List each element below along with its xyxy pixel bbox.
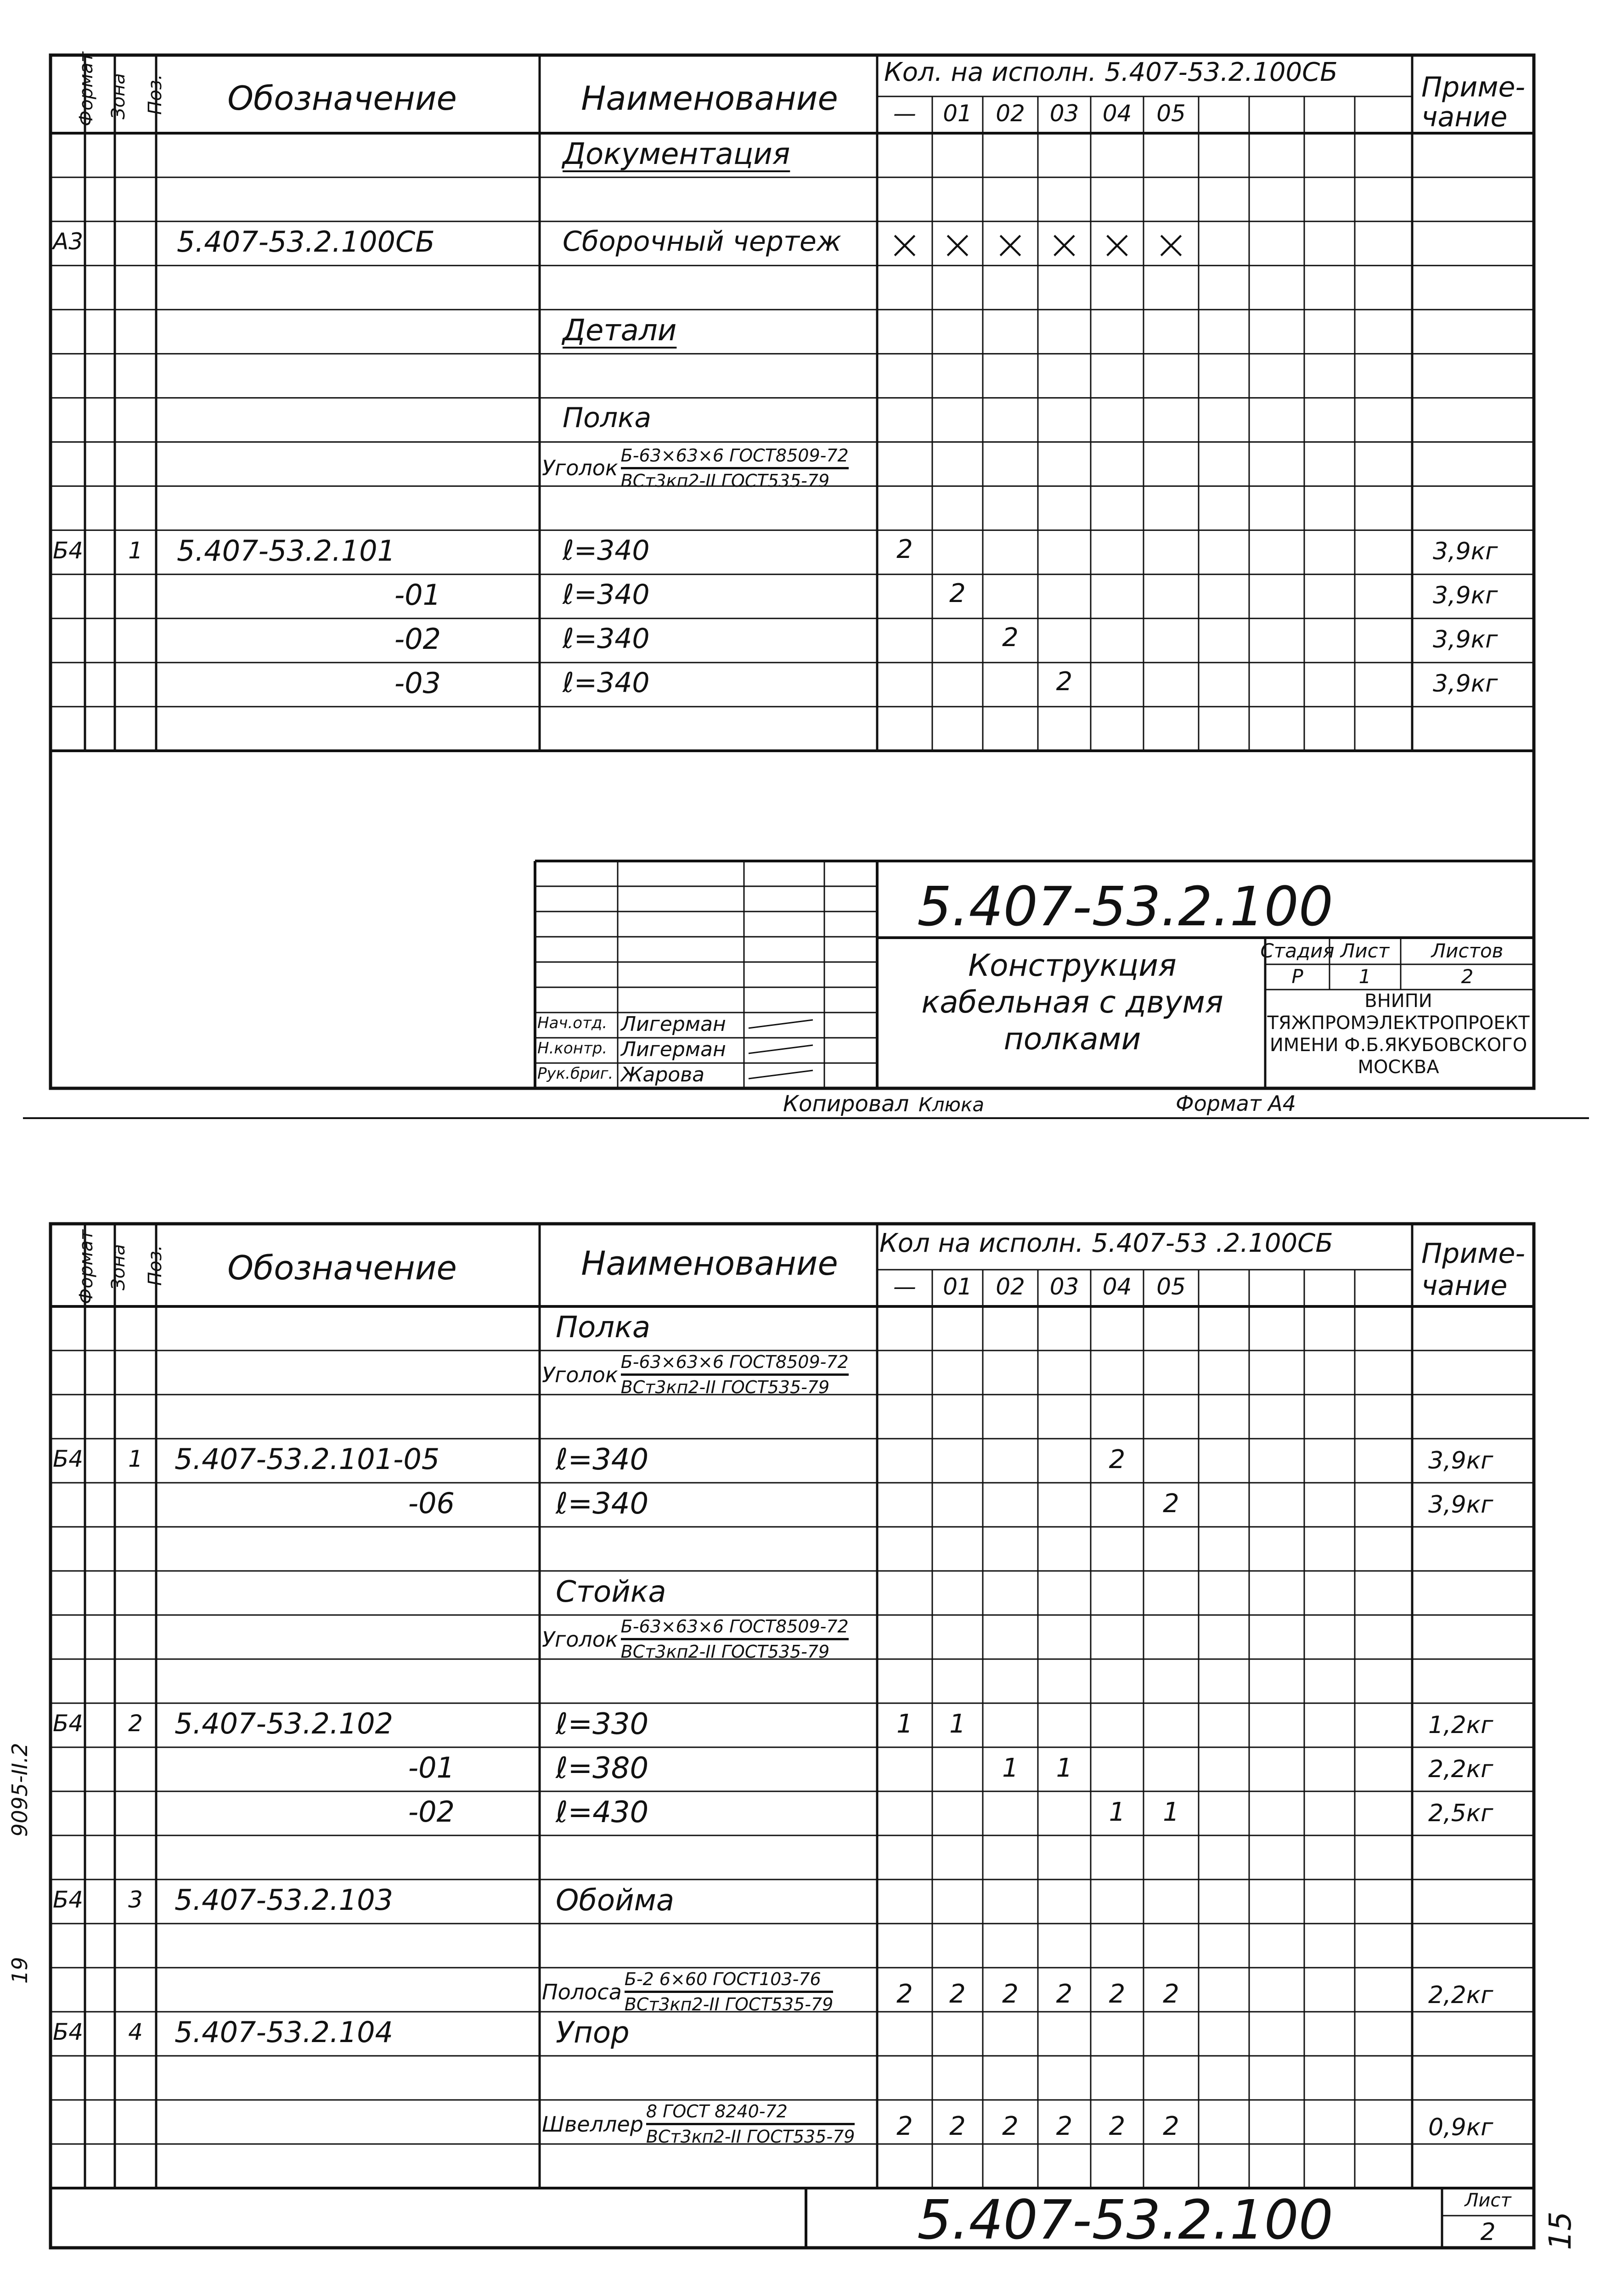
header-note-1: Приме- (1421, 1238, 1526, 1270)
profile-prefix: Швеллер (542, 2111, 643, 2137)
stage-value: Р (1291, 965, 1303, 988)
header-designation: Обозначение (227, 79, 457, 118)
row-format: Б4 (53, 2019, 84, 2045)
header-format: Формат (76, 1229, 97, 1304)
row-note: 0,9кг (1428, 2114, 1493, 2141)
row-designation: 5.407-53.2.101-05 (175, 1442, 440, 1476)
profile-prefix: Уголок (542, 1626, 618, 1652)
row-name: ℓ=340 (556, 1443, 649, 1477)
org-line-3: МОСКВА (1358, 1057, 1439, 1078)
profile-denominator: ВСт3кп2-II ГОСТ535-79 (646, 2127, 855, 2147)
row-qty: × (940, 220, 975, 269)
title-block-code: 5.407-53.2.100 (917, 875, 1333, 938)
header-zone: Зона (108, 1244, 129, 1290)
format-label: Формат А4 (1176, 1091, 1296, 1116)
stage-label: Стадия (1260, 940, 1335, 962)
row-designation: -03 (394, 666, 441, 700)
row-designation: 5.407-53.2.104 (175, 2015, 393, 2049)
angle-profile-post (542, 1618, 849, 1660)
row-format: Б4 (53, 537, 84, 564)
sheets-label: Листов (1431, 940, 1504, 962)
row-qty: 1 (1056, 1753, 1073, 1783)
row-qty: × (993, 220, 1028, 269)
row-qty: × (887, 220, 922, 269)
header-name: Наименование (581, 1244, 838, 1283)
bottom-sheet-label: Лист (1465, 2190, 1511, 2211)
profile-numerator: Б-63×63×6 ГОСТ8509-72 (620, 445, 849, 466)
row-qty: 2 (896, 1979, 913, 2009)
row-qty: 2 (1109, 1979, 1126, 2009)
row-note: 1,2кг (1428, 1711, 1493, 1739)
signature-scribble (749, 1045, 813, 1053)
row-designation: -01 (394, 578, 441, 612)
header-pos: Поз. (145, 1245, 166, 1286)
row-name: Упор (556, 2016, 630, 2050)
row-qty: × (1099, 220, 1135, 269)
profile-denominator: ВСт3кп2-II ГОСТ535-79 (620, 1377, 830, 1397)
profile-numerator: Б-63×63×6 ГОСТ8509-72 (620, 1352, 849, 1372)
header-variant-4: 04 (1102, 100, 1132, 127)
row-qty: 2 (949, 2111, 966, 2141)
row-name: Сборочный чертеж (563, 225, 841, 258)
sheets-value: 2 (1461, 965, 1474, 988)
row-name: ℓ=340 (563, 534, 650, 567)
row-qty: 2 (949, 1979, 966, 2009)
row-qty: 2 (896, 2111, 913, 2141)
row-name: ℓ=330 (556, 1707, 649, 1741)
header-note-2: чание (1421, 101, 1508, 133)
profile-numerator: 8 ГОСТ 8240-72 (646, 2101, 788, 2122)
row-name: ℓ=380 (556, 1751, 649, 1785)
header-designation: Обозначение (227, 1249, 457, 1287)
row-note: 3,9кг (1433, 625, 1498, 653)
row-qty: 2 (1056, 1979, 1073, 2009)
row-qty: 2 (1002, 1979, 1019, 2009)
header-pos: Поз. (145, 74, 166, 115)
header-variant-2: 02 (996, 1273, 1025, 1300)
row-qty: 2 (1163, 2111, 1179, 2141)
row-qty: × (1154, 220, 1189, 269)
header-name: Наименование (581, 79, 838, 118)
row-qty: 1 (1109, 1797, 1126, 1827)
signature-role: Рук.бриг. (537, 1064, 614, 1083)
bottom-sheet-number: 2 (1480, 2218, 1496, 2246)
row-format: Б4 (53, 1710, 84, 1737)
row-qty: 2 (1163, 1979, 1179, 2009)
sheet-label: Лист (1340, 940, 1390, 962)
row-designation: -01 (408, 1751, 455, 1784)
signature-role: Н.контр. (537, 1039, 608, 1058)
header-variant-3: 03 (1049, 1273, 1079, 1300)
row-qty: 2 (1163, 1489, 1179, 1519)
row-format: Б4 (53, 1446, 84, 1472)
row-name: Полка (556, 1311, 651, 1345)
row-name: ℓ=340 (563, 666, 650, 699)
row-note: 3,9кг (1428, 1491, 1493, 1519)
org-line-0: ВНИПИ (1364, 990, 1432, 1012)
profile-denominator: ВСт3кп2-II ГОСТ535-79 (624, 1994, 834, 2015)
profile-numerator: Б-2 6×60 ГОСТ103-76 (624, 1969, 821, 1989)
header-qty-title: Кол. на исполн. 5.407-53.2.100СБ (884, 57, 1338, 87)
row-designation: 5.407-53.2.101 (177, 534, 395, 568)
row-name: Обойма (556, 1884, 675, 1918)
row-format: Б4 (53, 1886, 84, 1913)
row-name: ℓ=340 (563, 578, 650, 611)
row-qty: 2 (1056, 666, 1073, 697)
header-variant-1: 01 (943, 1273, 972, 1300)
row-note: 3,9кг (1433, 581, 1498, 609)
profile-denominator: ВСт3кп2-II ГОСТ535-79 (620, 470, 830, 491)
org-line-1: ТЯЖПРОМЭЛЕКТРОПРОЕКТ (1267, 1013, 1530, 1034)
profile-denominator: ВСт3кп2-II ГОСТ535-79 (620, 1642, 830, 1662)
profile-prefix: Полоса (542, 1979, 622, 2004)
copied-signature: Клюка (918, 1093, 985, 1116)
row-position: 1 (128, 1446, 143, 1472)
row-qty: × (1047, 220, 1082, 269)
row-qty: 2 (1109, 2111, 1126, 2141)
title-line-1: кабельная с двумя (921, 985, 1223, 1020)
org-line-2: ИМЕНИ Ф.Б.ЯКУБОВСКОГО (1269, 1035, 1527, 1056)
row-note: 3,9кг (1433, 537, 1498, 565)
row-name: Детали (563, 314, 677, 348)
header-note-2: чание (1421, 1270, 1508, 1302)
signature-name: Лигерман (621, 1013, 726, 1036)
row-qty: 1 (1002, 1753, 1019, 1783)
margin-archive-sub: 19 (7, 1957, 32, 1984)
row-qty: 1 (896, 1709, 913, 1739)
profile-prefix: Уголок (542, 456, 618, 480)
row-designation: 5.407-53.2.103 (175, 1883, 393, 1917)
row-qty: 1 (949, 1709, 966, 1739)
signature-name: Лигерман (621, 1038, 726, 1061)
header-variant-3: 03 (1049, 100, 1079, 127)
row-position: 3 (128, 1886, 143, 1913)
row-name: ℓ=340 (563, 622, 650, 655)
bottom-title-code: 5.407-53.2.100 (917, 2188, 1333, 2251)
header-variant-0: — (893, 1273, 916, 1300)
row-note: 3,9кг (1433, 670, 1498, 698)
angle-profile-shelf (542, 1353, 849, 1396)
row-qty: 2 (1109, 1445, 1126, 1474)
header-variant-4: 04 (1102, 1273, 1132, 1300)
row-qty: 2 (1002, 622, 1019, 653)
row-qty: 1 (1163, 1797, 1179, 1827)
header-qty-title: Кол на исполн. 5.407-53 .2.100СБ (879, 1228, 1333, 1258)
header-zone: Зона (108, 73, 129, 119)
sheet-value: 1 (1358, 965, 1371, 988)
signature-scribble (749, 1070, 813, 1079)
row-note: 2,5кг (1428, 1800, 1493, 1827)
row-name: ℓ=340 (556, 1487, 649, 1521)
signature-name: Жарова (621, 1063, 705, 1086)
header-variant-0: — (893, 100, 916, 127)
row-note: 2,2кг (1428, 1756, 1493, 1783)
row-designation: -02 (394, 622, 441, 656)
title-line-2: полками (1003, 1021, 1141, 1057)
row-designation: -02 (408, 1795, 455, 1829)
row-position: 4 (128, 2019, 143, 2045)
header-variant-2: 02 (996, 100, 1025, 127)
row-name: ℓ=430 (556, 1795, 649, 1829)
title-line-0: Конструкция (968, 948, 1177, 983)
row-format: А3 (53, 228, 84, 255)
strip-profile (542, 1970, 833, 2013)
row-position: 2 (128, 1710, 143, 1737)
row-qty: 2 (1056, 2111, 1073, 2141)
header-variant-5: 05 (1156, 100, 1186, 127)
row-name: Стойка (556, 1575, 666, 1609)
row-designation: 5.407-53.2.102 (175, 1707, 393, 1740)
row-qty: 2 (949, 578, 966, 608)
header-variant-5: 05 (1156, 1273, 1186, 1300)
row-position: 1 (128, 537, 143, 564)
row-qty: 2 (896, 534, 913, 564)
channel-profile (542, 2103, 855, 2145)
profile-numerator: Б-63×63×6 ГОСТ8509-72 (620, 1616, 849, 1637)
row-name: Документация (563, 137, 790, 172)
margin-archive-number: 9095-II.2 (7, 1743, 32, 1837)
header-variant-1: 01 (943, 100, 972, 127)
row-designation: 5.407-53.2.100СБ (177, 225, 435, 259)
header-note-1: Приме- (1421, 71, 1526, 103)
header-format: Формат (76, 51, 97, 126)
page-number: 15 (1543, 2212, 1578, 2250)
row-qty: 2 (1002, 2111, 1019, 2141)
angle-profile-top (542, 447, 849, 490)
row-note: 3,9кг (1428, 1447, 1493, 1474)
row-name: Полка (563, 402, 652, 434)
profile-prefix: Уголок (542, 1362, 618, 1387)
signature-scribble (749, 1020, 813, 1028)
copied-label: Копировал (783, 1091, 909, 1117)
row-note: 2,2кг (1428, 1981, 1493, 2009)
row-designation: -06 (408, 1486, 455, 1520)
signature-role: Нач.отд. (537, 1014, 608, 1032)
